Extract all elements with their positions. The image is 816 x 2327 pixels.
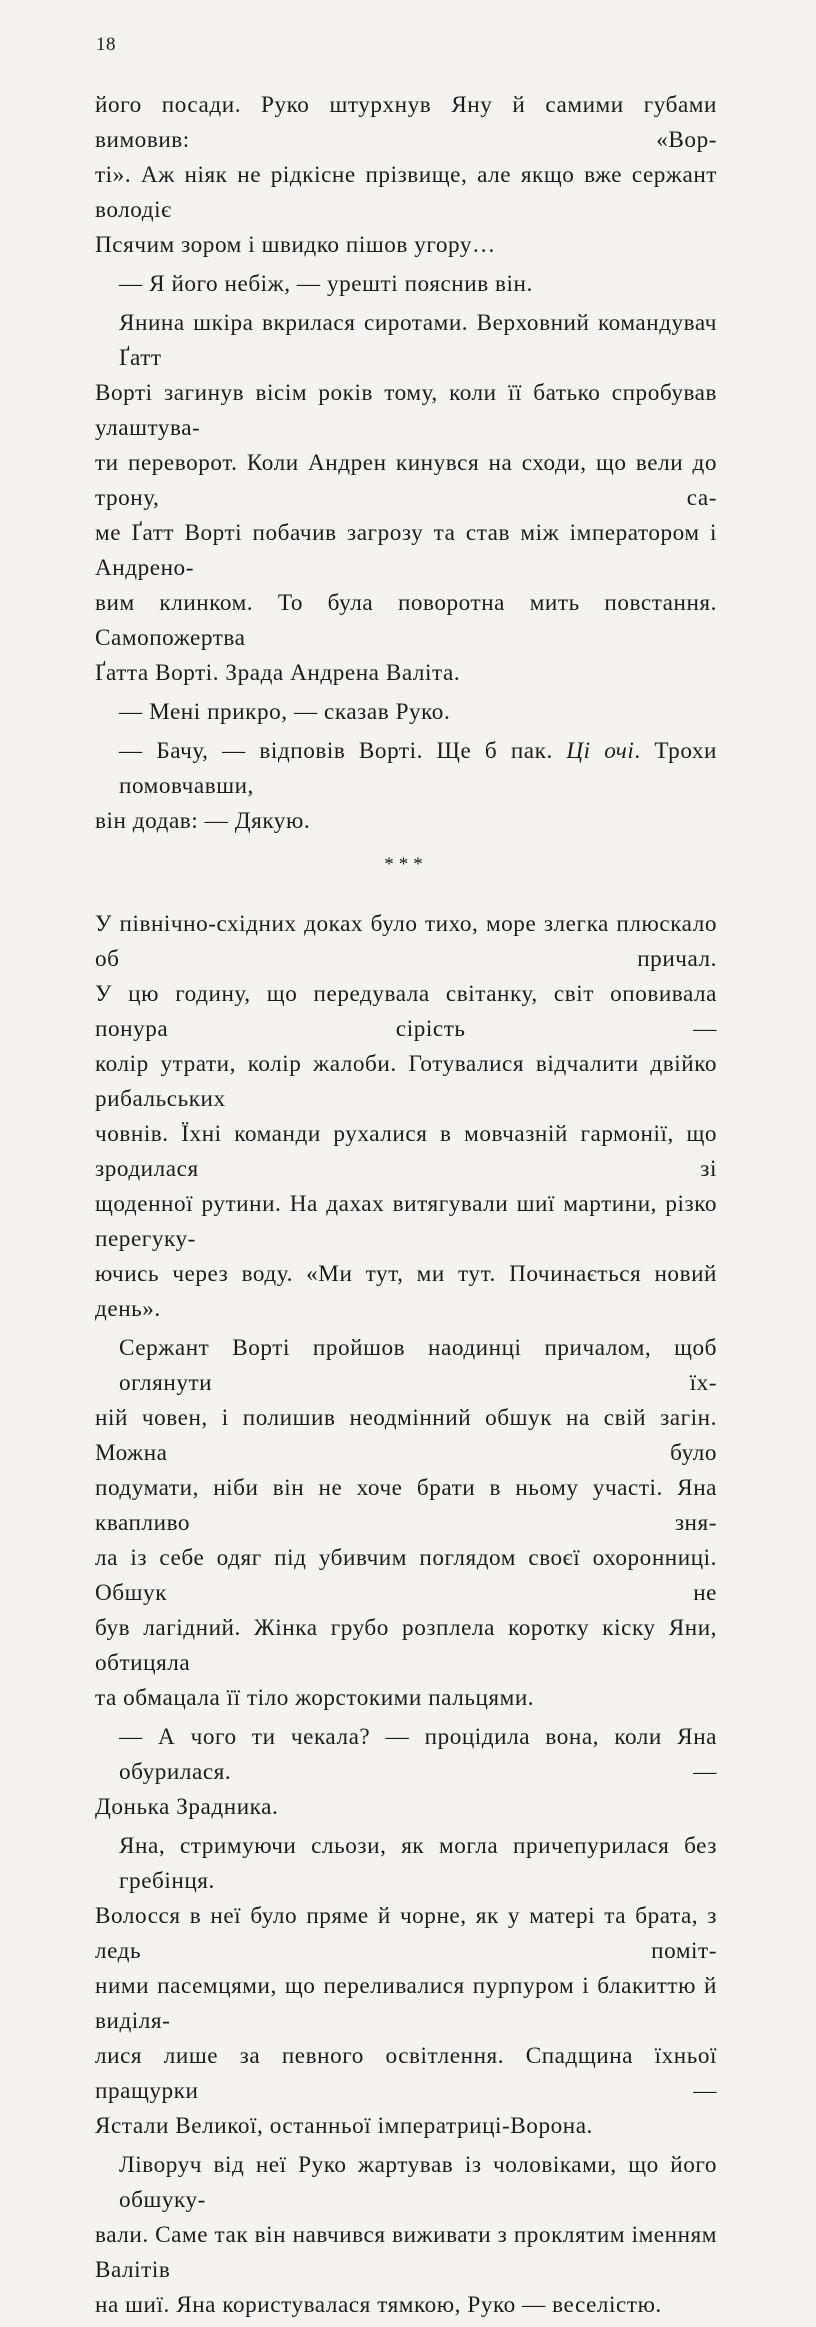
text-line: У цю годину, що передувала світанку, світ оповивала понура сірість — — [95, 981, 717, 1042]
paragraph — [95, 695, 717, 730]
text-line: та обмацала її тіло жорстокими пальцями. — [95, 1685, 535, 1711]
text-line: Донька Зрадника. — [95, 1794, 279, 1820]
text-run: . Трохи помовчавши, — [119, 738, 717, 799]
text-line: У північно-східних доках було тихо, море злегка плюскало об причал. — [95, 911, 717, 972]
text-line: ла із себе одяг під убивчим поглядом своєї охоронниці. Обшук не — [95, 1545, 717, 1606]
paragraph — [95, 88, 717, 263]
section-separator: *** — [384, 854, 428, 875]
paragraph — [95, 2148, 717, 2323]
body-text — [95, 88, 717, 2327]
text-line: Ліворуч від неї Руко жартував із чоловіками, що його обшуку- — [119, 2152, 717, 2213]
text-line: — Мені прикро, — сказав Руко. — [119, 699, 451, 725]
text-line: Янина шкіра вкрилася сиротами. Верховний командувач Ґатт — [119, 310, 717, 371]
paragraph — [95, 1720, 717, 1825]
text-line: Сержант Ворті пройшов наодинці причалом, щоб оглянути їх- — [119, 1335, 717, 1396]
text-line: був лагідний. Жінка грубо розплела коротку кіску Яни, обтицяла — [95, 1615, 717, 1676]
text-run: — Бачу, — відповів Ворті. Ще б пак. — [119, 738, 567, 764]
text-line: ними пасемцями, що переливалися пурпуром і блакиттю й виділя- — [95, 1973, 717, 2034]
text-line: колір утрати, колір жалоби. Готувалися відчалити двійко рибальських — [95, 1051, 717, 1112]
text-line: вим клинком. То була поворотна мить повстання. Самопожертва — [95, 590, 717, 651]
text-line: щоденної рутини. На дахах витягували шиї мартини, різко перегуку- — [95, 1191, 717, 1252]
paragraph — [95, 907, 717, 1327]
text-line: Волосся в неї було пряме й чорне, як у матері та брата, з ледь поміт- — [95, 1903, 717, 1964]
text-line — [95, 734, 717, 804]
page-number: 18 — [96, 34, 116, 55]
text-line: ті». Аж ніяк не рідкісне прізвище, але якщо вже сержант володіє — [95, 162, 717, 223]
text-line: Ґатта Ворті. Зрада Андрена Валіта. — [95, 660, 461, 686]
text-line: вали. Саме так він навчився виживати з проклятим іменням Валітів — [95, 2222, 717, 2283]
text-line: Псячим зором і швидко пішов угору… — [95, 232, 496, 258]
paragraph — [95, 267, 717, 302]
text-line: його посади. Руко штурхнув Яну й самими губами вимовив: «Вор- — [95, 92, 717, 153]
text-line: ючись через воду. «Ми тут, ми тут. Починається новий день». — [95, 1261, 717, 1322]
text-line: ній човен, і полишив неодмінний обшук на свій загін. Можна було — [95, 1405, 717, 1466]
paragraph — [95, 306, 717, 691]
text-line: — Я його небіж, — урешті пояснив він. — [119, 271, 533, 297]
text-line: Яна, стримуючи сльози, як могла причепурилася без гребінця. — [119, 1833, 717, 1894]
text-line: Ястали Великої, останньої імператриці-Ворона. — [95, 2113, 593, 2139]
text-line: подумати, ніби він не хоче брати в ньому участі. Яна квапливо зня- — [95, 1475, 717, 1536]
paragraph — [95, 1829, 717, 2144]
italic-text: Ці очі — [566, 738, 635, 764]
paragraph — [95, 734, 717, 839]
text-line: ме Ґатт Ворті побачив загрозу та став між імператором і Андрено- — [95, 520, 717, 581]
text-line: — А чого ти чекала? — процідила вона, коли Яна обурилася. — — [119, 1724, 717, 1785]
text-line: на шиї. Яна користувалася тямкою, Руко — веселістю. — [95, 2292, 662, 2318]
text-line: лися лише за певного освітлення. Спадщина їхньої пращурки — — [95, 2043, 717, 2104]
text-line: човнів. Їхні команди рухалися в мовчазній гармонії, що зродилася зі — [95, 1121, 717, 1182]
paragraph — [95, 1331, 717, 1716]
text-line: ти переворот. Коли Андрен кинувся на сходи, що вели до трону, са- — [95, 450, 717, 511]
text-line: Ворті загинув вісім років тому, коли її батько спробував улаштува- — [95, 380, 717, 441]
text-line: він додав: — Дякую. — [95, 808, 311, 834]
